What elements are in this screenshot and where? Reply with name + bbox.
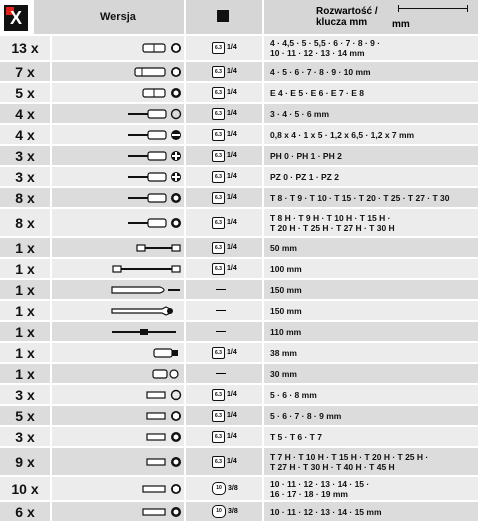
drive-fraction: 3/8 [228, 484, 238, 492]
bit-socket-icon [128, 171, 168, 183]
bit-long-icon [142, 483, 168, 495]
bit-icon [146, 431, 168, 443]
drive-size [212, 209, 237, 236]
tool-illustration [146, 406, 182, 425]
range-value: T 8 H · T 9 H · T 10 H · T 15 H · T 20 H · T 25 H · T 27 H · T 30 H [270, 212, 395, 233]
qty-value: 3 x [15, 428, 35, 445]
adapter-icon [152, 346, 182, 360]
no-drive-dash: — [216, 326, 226, 337]
range-value: T 8 · T 9 · T 10 · T 15 · T 20 · T 25 · T 27 · T 30 [270, 192, 450, 203]
table-row [0, 62, 478, 81]
no-drive-dash: — [216, 284, 226, 295]
table-row [0, 83, 478, 102]
table-row [0, 125, 478, 144]
drive-badge-icon: 6.3 [212, 410, 225, 422]
hex-profile-icon [170, 42, 182, 54]
range-value: 10 · 11 · 12 · 13 · 14 · 15 · 16 · 17 · 18 · 19 mm [270, 478, 370, 499]
drive-badge-icon: 6.3 [212, 192, 225, 204]
drive-badge-icon: 6.3 [212, 171, 225, 183]
range-value: 50 mm [270, 242, 297, 253]
table-row [0, 502, 478, 521]
drive-badge-icon: 6.3 [212, 87, 225, 99]
drive-fraction: 1/4 [227, 88, 237, 96]
ratchet-icon [110, 305, 182, 317]
bit-icon [146, 410, 168, 422]
qty-value: 1 x [15, 260, 35, 277]
table-row [0, 238, 478, 257]
drive-fraction: 1/4 [227, 193, 237, 201]
tool-illustration [152, 343, 182, 362]
drive-size [212, 146, 237, 165]
drive-fraction: 1/4 [227, 264, 237, 272]
range-value: E 4 · E 5 · E 6 · E 7 · E 8 [270, 87, 365, 98]
socket-icon [142, 42, 168, 54]
table-row [0, 167, 478, 186]
bit-long-icon [142, 506, 168, 518]
drive-badge-icon: 10 [212, 505, 226, 518]
table-row [0, 36, 478, 60]
drive-size [212, 385, 237, 404]
range-value: 30 mm [270, 368, 297, 379]
range-value: 3 · 4 · 5 · 6 mm [270, 108, 330, 119]
qty-value: 4 x [15, 126, 35, 143]
drive-badge-icon: 6.3 [212, 389, 225, 401]
drive-size [212, 259, 237, 278]
drive-size [212, 36, 237, 60]
tool-illustration [110, 322, 182, 341]
tool-illustration [146, 427, 182, 446]
qty-value: 3 x [15, 147, 35, 164]
tool-illustration [142, 502, 182, 521]
drive-badge-icon: 6.3 [212, 217, 225, 229]
tool-illustration [128, 146, 182, 165]
drive-badge-icon: 6.3 [212, 150, 225, 162]
drive-fraction: 1/4 [227, 390, 237, 398]
table-header [0, 0, 478, 34]
drive-fraction: 1/4 [227, 457, 237, 465]
t-bar-icon [110, 326, 182, 338]
table-row [0, 406, 478, 425]
torx-profile-icon [170, 456, 182, 468]
tool-illustration [110, 280, 182, 299]
drive-badge-icon: 6.3 [212, 129, 225, 141]
drive-size [212, 83, 237, 102]
qty-value: 3 x [15, 386, 35, 403]
table-row [0, 104, 478, 123]
hex-profile-icon [170, 483, 182, 495]
table-row [0, 343, 478, 362]
drive-size [212, 125, 237, 144]
drive-size [212, 448, 237, 475]
table-row [0, 448, 478, 475]
square-drive-icon [217, 10, 229, 22]
torx-profile-icon [170, 87, 182, 99]
bit-socket-icon [128, 129, 168, 141]
drive-size [212, 188, 237, 207]
drive-fraction: 1/4 [227, 172, 237, 180]
range-value: PZ 0 · PZ 1 · PZ 2 [270, 171, 339, 182]
drive-fraction: 1/4 [227, 432, 237, 440]
tool-illustration [128, 188, 182, 207]
header-x-cell [0, 0, 32, 34]
drive-badge-icon: 6.3 [212, 66, 225, 78]
header-range-mm: mm [392, 19, 410, 30]
drive-size [212, 104, 237, 123]
qty-value: 5 x [15, 84, 35, 101]
range-value: 150 mm [270, 284, 302, 295]
qty-value: 8 x [15, 214, 35, 231]
qty-value: 1 x [15, 239, 35, 256]
drive-fraction: 3/8 [228, 507, 238, 515]
torx-profile-icon [170, 431, 182, 443]
range-value: 38 mm [270, 347, 297, 358]
bit-socket-icon [128, 108, 168, 120]
header-wersja-cell [34, 0, 184, 34]
qty-value: 9 x [15, 453, 35, 470]
header-wersja: Wersja [100, 11, 136, 23]
drive-badge-icon: 6.3 [212, 42, 225, 54]
table-row [0, 477, 478, 500]
range-value: 4 · 4,5 · 5 · 5,5 · 6 · 7 · 8 · 9 · 10 · 11 · 12 · 13 · 14 mm [270, 38, 381, 58]
drive-badge-icon: 6.3 [212, 347, 225, 359]
drive-fraction: 1/4 [227, 130, 237, 138]
tool-illustration [152, 364, 182, 383]
table-row [0, 280, 478, 299]
table-row [0, 301, 478, 320]
torx-profile-icon [170, 217, 182, 229]
bit-socket-icon [128, 150, 168, 162]
drive-fraction: 1/4 [227, 411, 237, 419]
table-row [0, 188, 478, 207]
socket-icon [142, 87, 168, 99]
table-row [0, 146, 478, 165]
tool-illustration [110, 301, 182, 320]
range-value: 110 mm [270, 326, 302, 337]
bit-socket-icon [128, 192, 168, 204]
range-value: 4 · 5 · 6 · 7 · 8 · 9 · 10 mm [270, 66, 371, 77]
header-range-line2: klucza mm [316, 17, 368, 28]
drive-fraction: 1/4 [227, 109, 237, 117]
drive-fraction: 1/4 [227, 44, 237, 51]
tool-illustration [128, 125, 182, 144]
range-value: 5 · 6 · 7 · 8 · 9 mm [270, 410, 342, 421]
drive-size [212, 62, 237, 81]
tool-illustration [128, 209, 182, 236]
tool-illustration [146, 385, 182, 404]
table-row [0, 322, 478, 341]
bit-icon [146, 456, 168, 468]
drive-badge-icon: 6.3 [212, 263, 225, 275]
qty-value: 10 x [11, 480, 39, 497]
qty-value: 4 x [15, 105, 35, 122]
tool-illustration [136, 238, 182, 257]
table-row [0, 259, 478, 278]
bit-holder-icon [152, 368, 182, 380]
drive-size [212, 238, 237, 257]
ring-profile-icon [170, 389, 182, 401]
hex-profile-icon [170, 66, 182, 78]
drive-fraction: 1/4 [227, 151, 237, 159]
drive-badge-icon: 6.3 [212, 108, 225, 120]
drive-badge-icon: 6.3 [212, 456, 225, 468]
extension-bar-icon [112, 263, 182, 275]
drive-badge-icon: 6.3 [212, 242, 225, 254]
qty-value: 1 x [15, 281, 35, 298]
tool-illustration [142, 477, 182, 500]
dimension-arrow-icon [398, 8, 468, 9]
drive-fraction: 1/4 [227, 67, 237, 75]
extension-bar-icon [136, 242, 182, 254]
qty-value: 1 x [15, 302, 35, 319]
range-value: T 5 · T 6 · T 7 [270, 431, 322, 442]
drive-fraction: 1/4 [227, 243, 237, 251]
drive-size [212, 167, 237, 186]
qty-value: 1 x [15, 344, 35, 361]
drive-size [212, 343, 237, 362]
tool-illustration [134, 62, 182, 81]
bit-icon [146, 389, 168, 401]
drive-size [212, 406, 237, 425]
range-value: 10 · 11 · 12 · 13 · 14 · 15 mm [270, 506, 382, 517]
deep-socket-icon [134, 66, 168, 78]
table-row [0, 385, 478, 404]
table-row [0, 364, 478, 383]
drive-fraction: 1/4 [227, 348, 237, 356]
range-value: PH 0 · PH 1 · PH 2 [270, 150, 342, 161]
x-logo-icon [4, 5, 28, 31]
qty-value: 7 x [15, 63, 35, 80]
range-value: 100 mm [270, 263, 302, 274]
tool-illustration [128, 167, 182, 186]
tool-illustration [142, 36, 182, 60]
qty-value: 3 x [15, 168, 35, 185]
table-row [0, 427, 478, 446]
x-logo-glyph: X [9, 8, 22, 28]
range-value: 150 mm [270, 305, 302, 316]
qty-value: 1 x [15, 323, 35, 340]
drive-badge-icon: 6.3 [212, 431, 225, 443]
ring-profile-icon [170, 108, 182, 120]
qty-value: 5 x [15, 407, 35, 424]
table-row [0, 209, 478, 236]
no-drive-dash: — [216, 305, 226, 316]
tool-illustration [146, 448, 182, 475]
drive-fraction: 1/4 [227, 218, 237, 226]
hex-profile-icon [170, 410, 182, 422]
no-drive-dash: — [216, 368, 226, 379]
range-value: T 7 H · T 10 H · T 15 H · T 20 H · T 25 H · T 27 H · T 30 H · T 40 H · T 45 H [270, 451, 429, 472]
qty-value: 13 x [11, 40, 39, 56]
qty-value: 1 x [15, 365, 35, 382]
bit-socket-icon [128, 217, 168, 229]
range-value: 0,8 x 4 · 1 x 5 · 1,2 x 6,5 · 1,2 x 7 mm [270, 129, 415, 140]
header-range-line1: Rozwartość / [316, 6, 378, 17]
drive-size [212, 427, 237, 446]
qty-value: 6 x [15, 503, 35, 520]
drive-badge-icon: 10 [212, 482, 226, 495]
drive-size [212, 502, 238, 521]
qty-value: 8 x [15, 189, 35, 206]
cross-profile-icon [170, 150, 182, 162]
range-value: 5 · 6 · 8 mm [270, 389, 317, 400]
cross-profile-icon [170, 171, 182, 183]
torx-profile-icon [170, 506, 182, 518]
tool-illustration [142, 83, 182, 102]
torx-profile-icon [170, 192, 182, 204]
screwdriver-handle-icon [110, 284, 182, 296]
slot-profile-icon [170, 129, 182, 141]
drive-size [212, 477, 238, 500]
tool-illustration [128, 104, 182, 123]
tool-illustration [112, 259, 182, 278]
